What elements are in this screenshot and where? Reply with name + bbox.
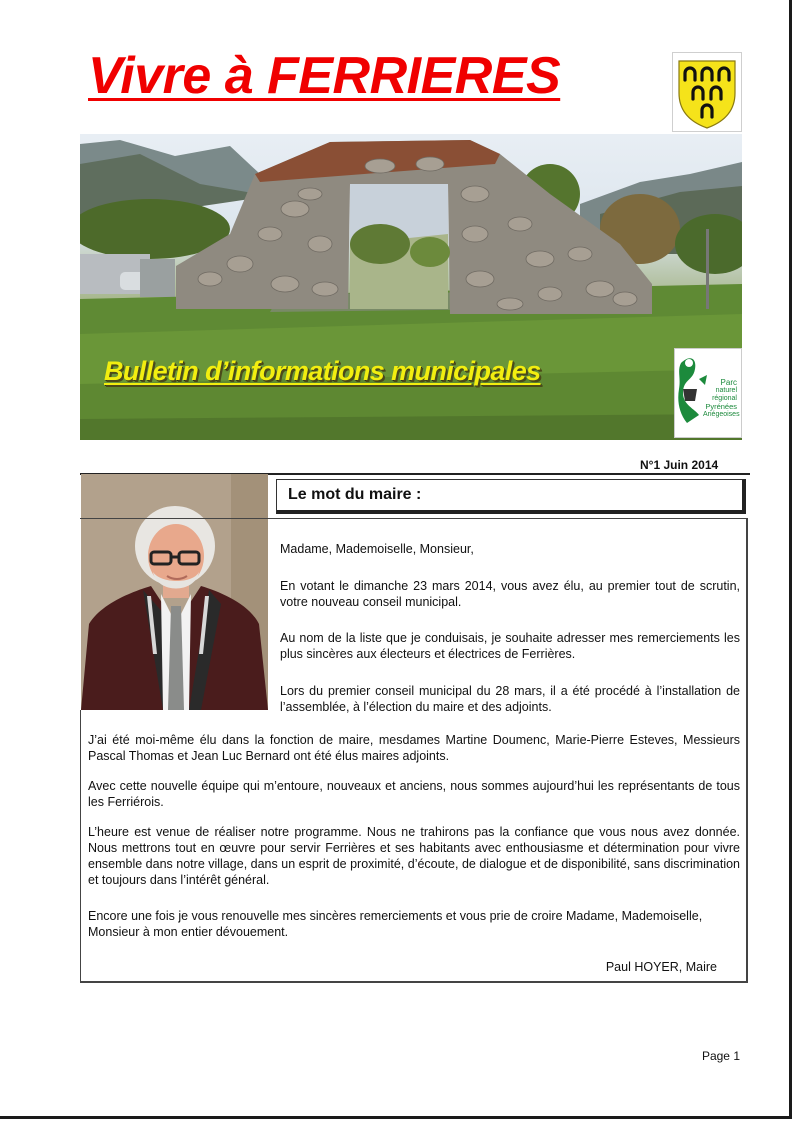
- article-paragraph: Au nom de la liste que je conduisais, je souhaite adresser mes remerciements les plus sincères aux électeurs et électrices de Ferrières.: [280, 631, 740, 661]
- bulletin-subtitle: Bulletin d’informations municipales: [104, 356, 541, 386]
- article-paragraph: Lors du premier conseil municipal du 28 mars, il a été procédé à l’installation de l’assemblée, à l’élection du maire et des adjoints.: [280, 684, 740, 714]
- article-salutation: Madame, Mademoiselle, Monsieur,: [280, 542, 474, 556]
- coat-of-arms-icon: [672, 52, 742, 132]
- article-paragraph: Encore une fois je vous renouvelle mes sincères remerciements et vous prie de croire Madame, Mademoiselle, Monsieur à mon entier dévouement.: [88, 909, 703, 939]
- bulletin-title: Vivre à FERRIERES: [88, 47, 561, 105]
- page-number: Page 1: [701, 1049, 740, 1063]
- article-paragraph: En votant le dimanche 23 mars 2014, vous avez élu, au premier tout de scrutin, votre nouveau conseil municipal.: [280, 579, 740, 609]
- article-paragraph: L’heure est venue de réaliser notre programme. Nous ne trahirons pas la confiance que vous nous avez donnée. Nous mettrons tout en œuvre pour servir Ferrières et ses habitants avec enthousiasme et détermination pour vivre ensemble dans notre village, dans un esprit de proximité, d’écoute, de dialogue et de disponibilité, sans discrimination et toujours dans l’intérêt général.: [88, 825, 740, 887]
- park-logo-text: Parc naturel régional Pyrénées Ariégeoises: [703, 378, 740, 418]
- article-frame-left: [80, 710, 81, 982]
- signature: Paul HOYER, Maire: [605, 960, 717, 974]
- stone-arch-landscape: [80, 134, 742, 440]
- article-heading: Le mot du maire :: [288, 486, 422, 503]
- page-edge-bottom: [0, 1116, 792, 1119]
- page-edge-right: [789, 0, 792, 1118]
- article-paragraph: Avec cette nouvelle équipe qui m’entoure, nouveaux et anciens, nous sommes aujourd’hui les représentants de tous les Ferriérois.: [88, 779, 740, 809]
- hero-photo: [80, 134, 742, 440]
- issue-number: N°1 Juin 2014: [640, 458, 719, 472]
- article-heading-box: [276, 479, 746, 514]
- regional-park-logo-icon: [674, 348, 742, 438]
- article-paragraph: J’ai été moi-même élu dans la fonction de maire, mesdames Martine Doumenc, Marie-Pierre Esteves, Messieurs Pascal Thomas et Jean Luc Bernard ont été élus maires adjoints.: [88, 733, 740, 763]
